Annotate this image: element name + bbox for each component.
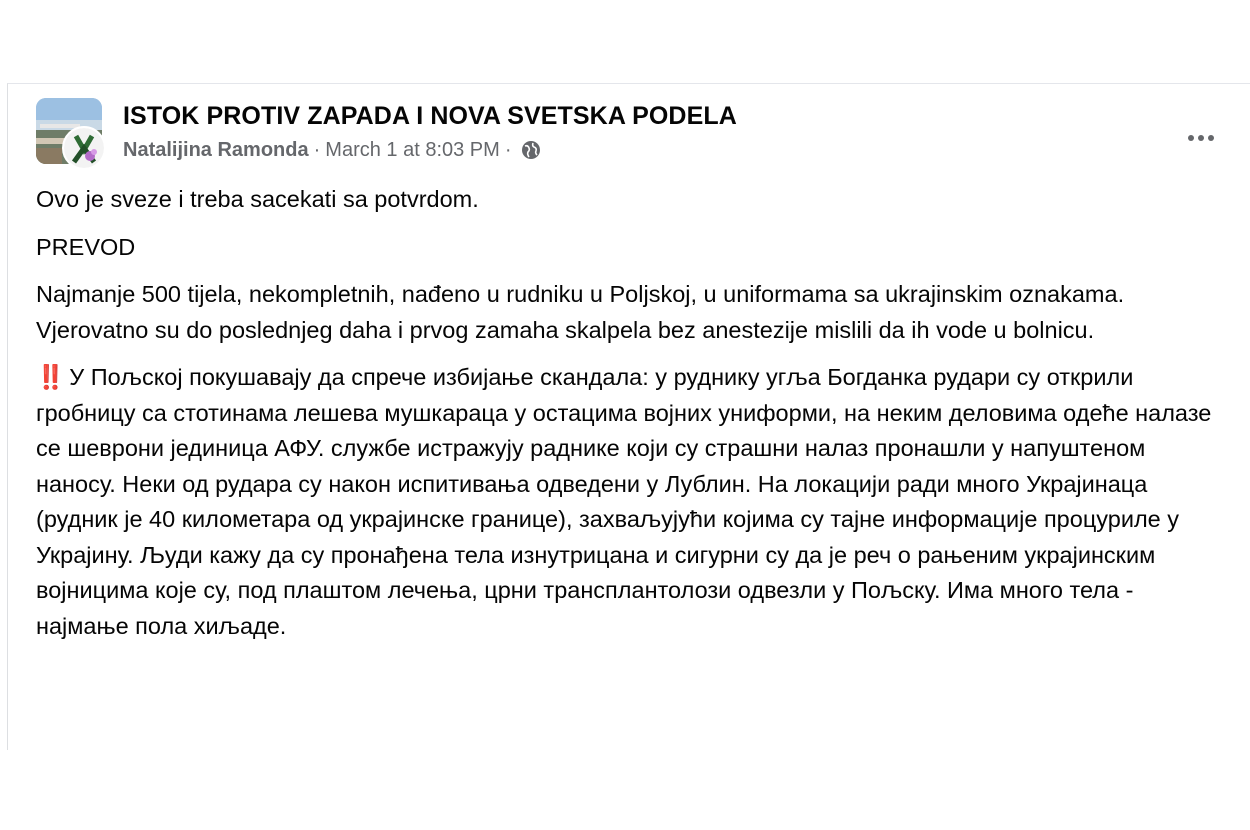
post-meta xyxy=(123,137,737,163)
meta-separator: · xyxy=(504,139,512,161)
globe-icon[interactable] xyxy=(521,140,541,160)
meta-separator: · xyxy=(313,139,321,161)
user-avatar[interactable] xyxy=(62,126,106,170)
timestamp-link[interactable]: March 1 at 8:03 PM xyxy=(325,139,500,161)
group-name-link[interactable]: ISTOK PROTIV ZAPADA I NOVA SVETSKA PODELA xyxy=(123,102,737,130)
facebook-post xyxy=(7,83,1250,750)
post-title-block xyxy=(123,100,737,163)
post-body xyxy=(36,182,1226,656)
post-paragraph-cyrillic xyxy=(36,360,1226,644)
more-horizontal-icon xyxy=(1184,128,1220,148)
author-link[interactable]: Natalijina Ramonda xyxy=(123,139,309,161)
post-paragraph: Najmanje 500 tijela, nekompletnih, nađeno u rudniku u Poljskoj, u uniformama sa ukrajinskim oznakama. Vjerovatno su do poslednjeg daha i prvog zamaha skalpela bez anestezije mislili da ih vode u bolnicu. xyxy=(36,281,1125,343)
avatar-stack[interactable] xyxy=(36,98,108,170)
post-header xyxy=(36,98,1220,170)
more-options-button[interactable] xyxy=(1184,128,1220,148)
post-paragraph: Ovo je sveze i treba sacekati sa potvrdom. xyxy=(36,186,479,212)
post-paragraph: PREVOD xyxy=(36,233,136,260)
post-paragraph-text: У Пољској покушавају да спрече избијање скандала: у руднику угља Богданка рудари су открили гробницу са стотинама лешева мушкараца у остацима војних униформи, на неким деловима одеће налазе се шеврони јединица АФУ. службе истражују раднике који су страшни налаз пронашли у напуштеном наносу. Неки од рудара су након испитивања одведени у Лублин. На локацији ради много Украјинаца (рудник је 40 километара од украјинске границе), захваљујући којима су тајне информације процуриле у Украјину. Људи кажу да су пронађена тела изнутрицана и сигурни су да је реч о рањеним украјинским војницима које су, под плаштом лечења, црни трансплантолози одвезли у Пољску. Има много тела - најмање пола хиљаде. xyxy=(36,364,1212,639)
double-exclamation-icon: ‼️ xyxy=(36,364,64,390)
